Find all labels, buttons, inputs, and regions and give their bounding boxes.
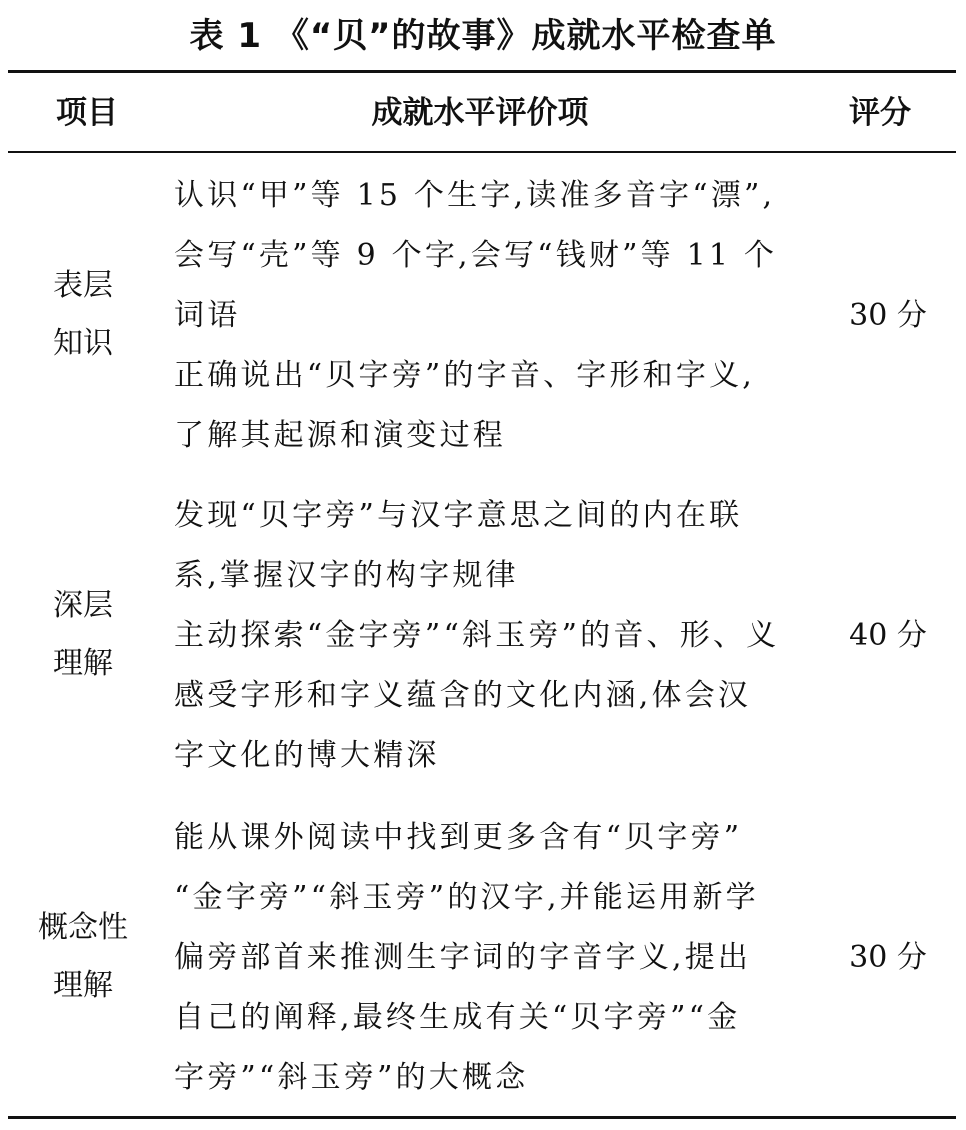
item-name-line: 深层	[53, 588, 113, 623]
item-name-line: 理解	[53, 968, 113, 1003]
criteria-line: 了解其起源和演变过程	[174, 418, 506, 453]
criteria-line: 正确说出“贝字旁”的字音、字形和字义,	[174, 358, 756, 393]
table-row-surface-knowledge	[8, 166, 956, 466]
criteria-line: 偏旁部首来推测生字词的字音字义,提出	[174, 940, 752, 975]
criteria-line: 系,掌握汉字的构字规律	[174, 558, 519, 593]
row-score: 40 分	[849, 618, 927, 653]
row-item-name	[8, 899, 158, 1015]
row-criteria	[174, 486, 804, 786]
table-title: 表 1 《“贝”的故事》成就水平检查单	[189, 16, 777, 56]
row-score: 30 分	[849, 940, 927, 975]
table-row-deep-understanding	[8, 486, 956, 786]
criteria-line: “金字旁”“斜玉旁”的汉字,并能运用新学	[174, 880, 759, 915]
criteria-line: 能从课外阅读中找到更多含有“贝字旁”	[174, 820, 743, 855]
criteria-line: 词语	[174, 298, 241, 333]
table-row-conceptual-understanding	[8, 808, 956, 1108]
item-name-line: 概念性	[38, 910, 128, 945]
bottom-rule	[8, 1116, 956, 1119]
row-item-name	[8, 257, 158, 373]
criteria-line: 主动探索“金字旁”“斜玉旁”的音、形、义	[174, 618, 780, 653]
row-criteria	[174, 166, 804, 466]
row-criteria	[174, 808, 804, 1108]
criteria-line: 感受字形和字义蕴含的文化内涵,体会汉	[174, 678, 752, 713]
item-name-line: 知识	[53, 326, 113, 361]
criteria-line: 发现“贝字旁”与汉字意思之间的内在联	[174, 498, 743, 533]
criteria-line: 会写“壳”等 9 个字,会写“钱财”等 11 个	[174, 238, 778, 273]
header-item: 项目	[56, 95, 118, 131]
criteria-line: 字文化的博大精深	[174, 738, 440, 773]
top-rule	[8, 70, 956, 73]
header-rule	[8, 151, 956, 153]
criteria-line: 认识“甲”等 15 个生字,读准多音字“漂”,	[174, 178, 776, 213]
item-name-line: 理解	[53, 646, 113, 681]
criteria-line: 自己的阐释,最终生成有关“贝字旁”“金	[174, 1000, 741, 1035]
header-criteria: 成就水平评价项	[371, 95, 589, 131]
criteria-line: 字旁”“斜玉旁”的大概念	[174, 1060, 529, 1095]
header-score: 评分	[849, 95, 911, 131]
item-name-line: 表层	[53, 268, 113, 303]
row-score: 30 分	[849, 298, 927, 333]
row-item-name	[8, 577, 158, 693]
